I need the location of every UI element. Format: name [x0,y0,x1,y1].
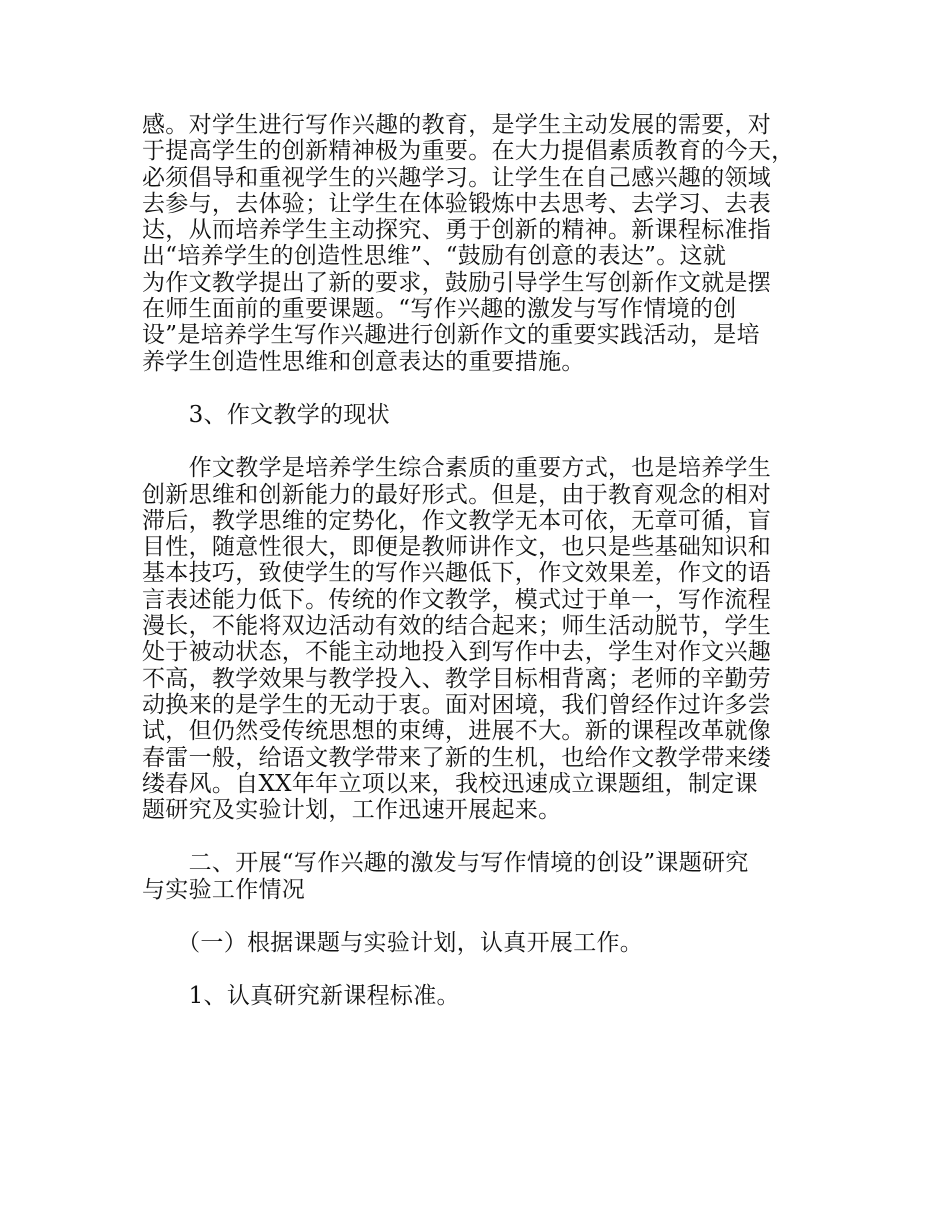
text-line: 言表述能力低下。传统的作文教学，模式过于单一，写作流程 [142,586,772,613]
text-line: 必须倡导和重视学生的兴趣学习。让学生在自己感兴趣的领域 [142,164,772,191]
text-line: 漫长，不能将双边活动有效的结合起来；师生活动脱节，学生 [142,613,772,640]
text-line: 滞后，教学思维的定势化，作文教学无本可依，无章可循，盲 [142,507,772,534]
text-line: 题研究及实验计划，工作迅速开展起来。 [142,797,562,824]
text-line: 去参与，去体验；让学生在体验锻炼中去思考、去学习、去表 [142,190,772,217]
text-line: 二、开展“写作兴趣的激发与写作情境的创设”课题研究 [142,850,749,877]
heading-item-one [142,983,832,1009]
text-line: 于提高学生的创新精神极为重要。在大力提倡素质教育的今天， [142,138,795,165]
text-line: 作文教学是培养学生综合素质的重要方式，也是培养学生 [142,455,772,482]
text-line: 不高，教学效果与教学投入、教学目标相背离；老师的辛勤劳 [142,665,772,692]
heading-subsection-one [142,930,832,956]
text-line: 处于被动状态，不能主动地投入到写作中去，学生对作文兴趣 [142,639,772,666]
paragraph-writing-interest [142,112,832,375]
text-line: 动换来的是学生的无动于衷。面对困境，我们曾经作过许多尝 [142,691,772,718]
text-line: 春雷一般，给语文教学带来了新的生机，也给作文教学带来缕 [142,744,772,771]
text-line: 出“培养学生的创造性思维”、“鼓励有创意的表达”。这就 [142,243,727,270]
text-line: 感。对学生进行写作兴趣的教育，是学生主动发展的需要，对 [142,112,772,138]
text-line: 设”是培养学生写作兴趣进行创新作文的重要实践活动，是培 [142,322,760,349]
text-line: 基本技巧，致使学生的写作兴趣低下，作文效果差，作文的语 [142,560,772,587]
text-line: 3、作文教学的现状 [142,401,390,428]
text-line: 目性，随意性很大，即便是教师讲作文，也只是些基础知识和 [142,534,772,561]
text-line: 养学生创造性思维和创意表达的重要措施。 [142,348,585,375]
text-line: 创新思维和创新能力的最好形式。但是，由于教育观念的相对 [142,481,772,508]
document-page [142,112,832,1010]
text-line: 达，从而培养学生主动探究、勇于创新的精神。新课程标准指 [142,217,772,244]
heading-section-two [142,850,832,903]
heading-teaching-status [142,402,832,428]
text-line: 为作文教学提出了新的要求，鼓励引导学生写创新作文就是摆 [142,269,772,296]
text-line: 在师生面前的重要课题。“写作兴趣的激发与写作情境的创 [142,296,737,323]
paragraph-teaching-status [142,455,832,823]
text-line: （一）根据课题与实验计划，认真开展工作。 [142,930,644,957]
text-line: 试，但仍然受传统思想的束缚，进展不大。新的课程改革就像 [142,718,772,745]
text-line: 缕春风。自XX年年立项以来，我校迅速成立课题组，制定课 [142,770,758,797]
text-line: 与实验工作情况 [142,876,306,903]
text-line: 1、认真研究新课程标准。 [142,983,460,1010]
